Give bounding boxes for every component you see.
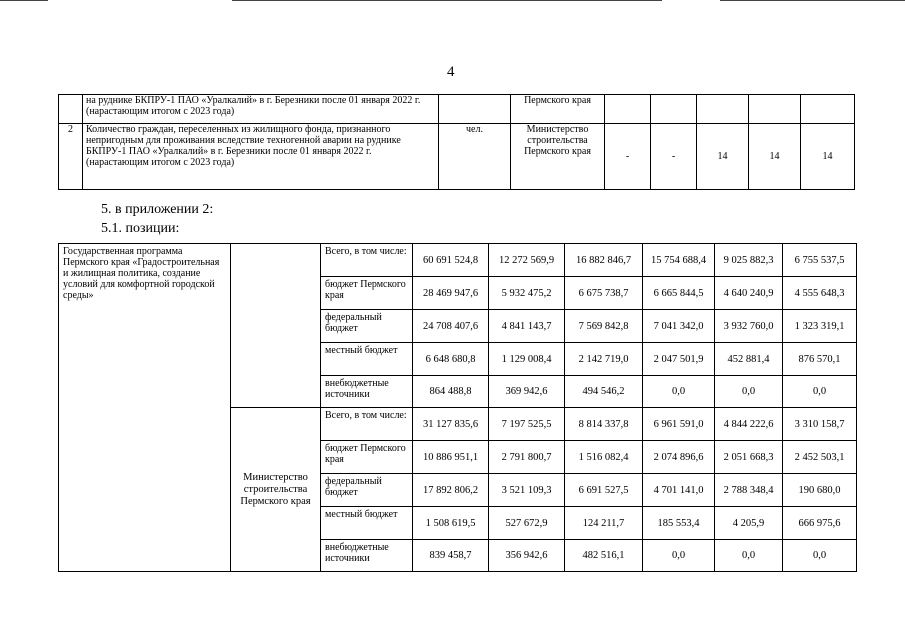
amount-cell: 6 648 680,8 [413, 343, 489, 376]
indicator-name-cell: на руднике БКПРУ-1 ПАО «Уралкалий» в г. Березники после 01 января 2022 г. (нарастающим итогом с 2023 года) [83, 95, 439, 124]
amount-cell: 2 452 503,1 [783, 441, 857, 474]
amount-cell: 9 025 882,3 [715, 244, 783, 277]
funding-source-label: внебюджетные источники [321, 540, 413, 572]
executor-empty-cell [231, 244, 321, 408]
amount-cell: 4 844 222,6 [715, 408, 783, 441]
amount-cell: 7 197 525,5 [489, 408, 565, 441]
funding-source-label: Всего, в том числе: [321, 244, 413, 277]
amount-cell: 0,0 [643, 540, 715, 572]
executor-cell: Пермского края [511, 95, 605, 124]
amount-cell: 17 892 806,2 [413, 474, 489, 507]
indicators-table [58, 94, 855, 190]
amount-cell: 2 142 719,0 [565, 343, 643, 376]
section-heading-5: 5. в приложении 2: [101, 202, 214, 217]
value-cell [605, 95, 651, 124]
funding-source-label: местный бюджет [321, 343, 413, 376]
ministry-cell: Министерство строительства Пермского края [231, 408, 321, 572]
amount-cell: 6 691 527,5 [565, 474, 643, 507]
amount-cell: 7 041 342,0 [643, 310, 715, 343]
amount-cell: 124 211,7 [565, 507, 643, 540]
scan-top-rule-right [720, 0, 905, 1]
funding-source-label: Всего, в том числе: [321, 408, 413, 441]
funding-source-label: бюджет Пермского края [321, 277, 413, 310]
amount-cell: 4 205,9 [715, 507, 783, 540]
scan-top-rule-mid [232, 0, 662, 1]
amount-cell: 0,0 [715, 540, 783, 572]
amount-cell: 10 886 951,1 [413, 441, 489, 474]
funding-source-label: внебюджетные источники [321, 376, 413, 408]
value-cell: 14 [697, 124, 749, 190]
amount-cell: 4 640 240,9 [715, 277, 783, 310]
value-cell [801, 95, 855, 124]
page-number: 4 [447, 64, 455, 80]
amount-cell: 2 791 800,7 [489, 441, 565, 474]
executor-cell: Министерство строительства Пермского края [511, 124, 605, 190]
amount-cell: 6 961 591,0 [643, 408, 715, 441]
amount-cell: 6 755 537,5 [783, 244, 857, 277]
funding-source-label: федеральный бюджет [321, 474, 413, 507]
amount-cell: 24 708 407,6 [413, 310, 489, 343]
financing-table [58, 243, 857, 572]
amount-cell: 190 680,0 [783, 474, 857, 507]
table-row [59, 244, 857, 277]
program-name-cell: Государственная программа Пермского края «Градостроительная и жилищная политика, создание условий для комфортной городской среды» [59, 244, 231, 572]
amount-cell: 60 691 524,8 [413, 244, 489, 277]
value-cell: 14 [749, 124, 801, 190]
amount-cell: 5 932 475,2 [489, 277, 565, 310]
amount-cell: 839 458,7 [413, 540, 489, 572]
value-cell [697, 95, 749, 124]
amount-cell: 1 516 082,4 [565, 441, 643, 474]
amount-cell: 1 129 008,4 [489, 343, 565, 376]
amount-cell: 0,0 [783, 540, 857, 572]
funding-source-label: местный бюджет [321, 507, 413, 540]
amount-cell: 666 975,6 [783, 507, 857, 540]
amount-cell: 2 047 501,9 [643, 343, 715, 376]
amount-cell: 185 553,4 [643, 507, 715, 540]
amount-cell: 4 841 143,7 [489, 310, 565, 343]
indicator-name-cell: Количество граждан, переселенных из жилищного фонда, признанного непригодным для проживания вследствие техногенной аварии на руднике БКПРУ-1 ПАО «Уралкалий» в г. Березники после 01 января 2022 г. (нарастающим итогом с 2023 года) [83, 124, 439, 190]
amount-cell: 0,0 [783, 376, 857, 408]
amount-cell: 527 672,9 [489, 507, 565, 540]
amount-cell: 2 051 668,3 [715, 441, 783, 474]
value-cell [749, 95, 801, 124]
amount-cell: 1 323 319,1 [783, 310, 857, 343]
row-number-cell: 2 [59, 124, 83, 190]
amount-cell: 12 272 569,9 [489, 244, 565, 277]
unit-cell: чел. [439, 124, 511, 190]
amount-cell: 369 942,6 [489, 376, 565, 408]
amount-cell: 3 521 109,3 [489, 474, 565, 507]
value-cell: 14 [801, 124, 855, 190]
amount-cell: 1 508 619,5 [413, 507, 489, 540]
funding-source-label: федеральный бюджет [321, 310, 413, 343]
amount-cell: 31 127 835,6 [413, 408, 489, 441]
funding-source-label: бюджет Пермского края [321, 441, 413, 474]
amount-cell: 4 555 648,3 [783, 277, 857, 310]
table-row [59, 95, 855, 124]
value-cell: - [651, 124, 697, 190]
value-cell [651, 95, 697, 124]
amount-cell: 0,0 [643, 376, 715, 408]
amount-cell: 864 488,8 [413, 376, 489, 408]
amount-cell: 8 814 337,8 [565, 408, 643, 441]
amount-cell: 6 665 844,5 [643, 277, 715, 310]
amount-cell: 356 942,6 [489, 540, 565, 572]
amount-cell: 452 881,4 [715, 343, 783, 376]
amount-cell: 6 675 738,7 [565, 277, 643, 310]
row-number-cell [59, 95, 83, 124]
amount-cell: 482 516,1 [565, 540, 643, 572]
amount-cell: 876 570,1 [783, 343, 857, 376]
amount-cell: 16 882 846,7 [565, 244, 643, 277]
amount-cell: 3 932 760,0 [715, 310, 783, 343]
amount-cell: 28 469 947,6 [413, 277, 489, 310]
amount-cell: 4 701 141,0 [643, 474, 715, 507]
scan-top-rule-left [0, 0, 48, 1]
amount-cell: 2 074 896,6 [643, 441, 715, 474]
amount-cell: 494 546,2 [565, 376, 643, 408]
section-heading-5-1: 5.1. позиции: [101, 221, 180, 236]
value-cell: - [605, 124, 651, 190]
amount-cell: 0,0 [715, 376, 783, 408]
amount-cell: 7 569 842,8 [565, 310, 643, 343]
unit-cell [439, 95, 511, 124]
amount-cell: 2 788 348,4 [715, 474, 783, 507]
amount-cell: 15 754 688,4 [643, 244, 715, 277]
table-row [59, 124, 855, 190]
amount-cell: 3 310 158,7 [783, 408, 857, 441]
